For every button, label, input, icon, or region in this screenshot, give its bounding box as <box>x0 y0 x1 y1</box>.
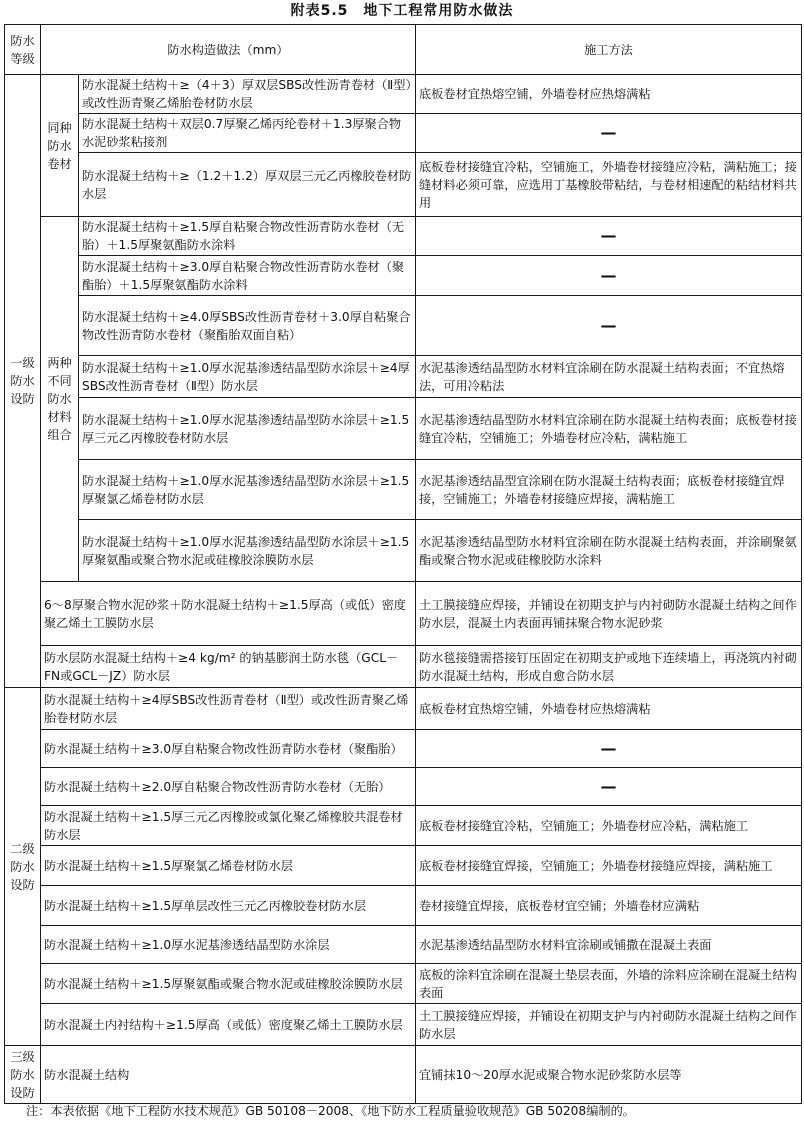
method-cell: 土工膜接缝应焊接，并铺设在初期支护与内衬砌防水混凝土结构之间作防水层，混凝土内表面再铺抹聚合物水泥砂浆 <box>416 582 802 646</box>
construction-cell: 防水混凝土结构＋≥（4＋3）厚双层SBS改性沥青卷材（Ⅱ型）或改性沥青聚乙烯胎卷材防水层 <box>79 75 416 114</box>
construction-cell: 防水混凝土结构＋≥3.0厚自粘聚合物改性沥青防水卷材（聚酯胎） <box>41 730 416 768</box>
construction-cell: 防水混凝土结构＋≥1.0厚水泥基渗透结晶型防水涂层 <box>41 926 416 964</box>
construction-cell: 防水混凝土内衬结构＋≥1.5厚高（或低）密度聚乙烯土工膜防水层 <box>41 1004 416 1046</box>
method-cell: 底板的涂料宜涂刷在混凝土垫层表面，外墙的涂料应涂刷在混凝土结构表面 <box>416 964 802 1004</box>
method-cell: 宜铺抹10～20厚水泥或聚合物水泥砂浆防水层等 <box>416 1046 802 1104</box>
construction-cell: 防水混凝土结构＋≥1.0厚水泥基渗透结晶型防水涂层＋≥1.5厚三元乙丙橡胶卷材防水层 <box>79 398 416 460</box>
construction-cell: 防水混凝土结构＋≥1.5厚三元乙丙橡胶或氯化聚乙烯橡胶共混卷材防水层 <box>41 806 416 846</box>
construction-cell: 防水混凝土结构＋≥1.0厚水泥基渗透结晶型防水涂层＋≥1.5厚聚氯乙烯卷材防水层 <box>79 460 416 520</box>
construction-cell: 防水混凝土结构＋≥1.5厚自粘聚合物改性沥青防水卷材（无胎）＋1.5厚聚氨酯防水涂料 <box>79 217 416 256</box>
method-cell: 底板卷材宜热熔空铺，外墙卷材应热熔满粘 <box>416 688 802 730</box>
table-row <box>5 846 802 886</box>
method-cell: — <box>416 296 802 356</box>
construction-cell: 防水混凝土结构＋≥2.0厚自粘聚合物改性沥青防水卷材（无胎） <box>41 768 416 806</box>
header-method: 施工方法 <box>416 25 802 75</box>
construction-cell: 防水混凝土结构＋≥1.0厚水泥基渗透结晶型防水涂层＋≥4厚SBS改性沥青卷材（Ⅱ型）防水层 <box>79 356 416 398</box>
method-cell: 卷材接缝宜焊接，底板卷材宜空铺；外墙卷材应满粘 <box>416 886 802 926</box>
table-row <box>5 926 802 964</box>
table-row <box>5 398 802 460</box>
table-row <box>5 114 802 153</box>
table-row <box>5 886 802 926</box>
table-row <box>5 153 802 217</box>
table-title: 附表5.5 地下工程常用防水做法 <box>290 3 514 19</box>
table-row <box>5 730 802 768</box>
method-cell: 底板卷材接缝宜焊接，空铺施工；外墙卷材接缝应焊接，满粘施工 <box>416 846 802 886</box>
method-cell: — <box>416 217 802 256</box>
construction-cell: 防水混凝土结构＋≥4.0厚SBS改性沥青卷材＋3.0厚自粘聚合物改性沥青防水卷材（聚酯胎双面自粘） <box>79 296 416 356</box>
method-cell: — <box>416 730 802 768</box>
group-same-membrane: 同种防水卷材 <box>41 75 79 217</box>
table-row <box>5 688 802 730</box>
method-cell: 水泥基渗透结晶型防水材料宜涂刷在防水混凝土结构表面，并涂刷聚氨酯或聚合物水泥或硅橡胶防水涂料 <box>416 520 802 582</box>
table-header-row <box>5 25 802 75</box>
construction-cell: 防水混凝土结构＋≥4厚SBS改性沥青卷材（Ⅱ型）或改性沥青聚乙烯胎卷材防水层 <box>41 688 416 730</box>
table-row <box>5 217 802 256</box>
grade-level-2: 二级防水设防 <box>5 688 41 1046</box>
method-cell: 水泥基渗透结晶型防水材料宜涂刷在防水混凝土结构表面；底板卷材接缝宜冷粘，空铺施工；外墙卷材应冷粘，满粘施工 <box>416 398 802 460</box>
header-grade: 防水等级 <box>5 25 41 75</box>
construction-cell: 防水混凝土结构 <box>41 1046 416 1104</box>
construction-cell: 防水混凝土结构＋≥1.0厚水泥基渗透结晶型防水涂层＋≥1.5厚聚氨酯或聚合物水泥或硅橡胶涂膜防水层 <box>79 520 416 582</box>
grade-level-1: 一级防水设防 <box>5 75 41 688</box>
method-cell: — <box>416 114 802 153</box>
table-row <box>5 256 802 296</box>
method-cell: 水泥基渗透结晶型宜涂刷在防水混凝土结构表面；底板卷材接缝宜焊接，空铺施工；外墙卷材接缝应焊接，满粘施工 <box>416 460 802 520</box>
construction-cell: 防水混凝土结构＋≥3.0厚自粘聚合物改性沥青防水卷材（聚酯胎）＋1.5厚聚氨酯防水涂料 <box>79 256 416 296</box>
method-cell: 水泥基渗透结晶型防水材料宜涂刷在防水混凝土结构表面；不宜热熔法，可用冷粘法 <box>416 356 802 398</box>
table-row <box>5 768 802 806</box>
header-construction: 防水构造做法（mm） <box>41 25 416 75</box>
table-row <box>5 356 802 398</box>
table-row <box>5 1004 802 1046</box>
method-cell: 土工膜接缝应焊接，并铺设在初期支护与内衬砌防水混凝土结构之间作防水层 <box>416 1004 802 1046</box>
table-row <box>5 520 802 582</box>
construction-cell: 防水混凝土结构＋≥1.5厚聚氯乙烯卷材防水层 <box>41 846 416 886</box>
method-cell: 防水毯接缝需搭接钉压固定在初期支护或地下连续墙上，再浇筑内衬砌防水混凝土结构，形成自愈合防水层 <box>416 646 802 688</box>
grade-level-3: 三级防水设防 <box>5 1046 41 1104</box>
construction-cell: 防水混凝土结构＋≥（1.2＋1.2）厚双层三元乙丙橡胶卷材防水层 <box>79 153 416 217</box>
method-cell: 底板卷材接缝宜冷粘，空铺施工，外墙卷材接缝应冷粘，满粘施工；接缝材料必须可靠，应选用丁基橡胶带粘结，与卷材相速配的粘结材料共用 <box>416 153 802 217</box>
table-footnote: 注：本表依据《地下工程防水技术规范》GB 50108－2008、《地下防水工程质量验收规范》GB 50208编制的。 <box>26 1104 635 1118</box>
method-cell: 水泥基渗透结晶型防水材料宜涂刷或铺撒在混凝土表面 <box>416 926 802 964</box>
table-row <box>5 964 802 1004</box>
table-row <box>5 646 802 688</box>
table-row <box>5 1046 802 1104</box>
construction-cell: 防水混凝土结构＋≥1.5厚聚氨酯或聚合物水泥或硅橡胶涂膜防水层 <box>41 964 416 1004</box>
construction-cell: 6～8厚聚合物水泥砂浆＋防水混凝土结构＋≥1.5厚高（或低）密度聚乙烯土工膜防水层 <box>41 582 416 646</box>
construction-cell: 防水混凝土结构＋双层0.7厚聚乙烯丙纶卷材＋1.3厚聚合物水泥砂浆粘接剂 <box>79 114 416 153</box>
construction-cell: 防水混凝土结构＋≥1.5厚单层改性三元乙丙橡胶卷材防水层 <box>41 886 416 926</box>
construction-cell: 防水层防水混凝土结构＋≥4 kg/m² 的钠基膨润土防水毯（GCL－FN或GCL－JZ）防水层 <box>41 646 416 688</box>
table-row <box>5 460 802 520</box>
method-cell: — <box>416 256 802 296</box>
method-cell: — <box>416 768 802 806</box>
group-two-materials: 两种不同防水材料组合 <box>41 217 79 582</box>
method-cell: 底板卷材宜热熔空铺，外墙卷材应热熔满粘 <box>416 75 802 114</box>
table-row <box>5 806 802 846</box>
table-row <box>5 296 802 356</box>
method-cell: 底板卷材接缝宜冷粘，空铺施工；外墙卷材应冷粘，满粘施工 <box>416 806 802 846</box>
table-row <box>5 582 802 646</box>
waterproofing-table <box>4 24 802 1104</box>
table-row <box>5 75 802 114</box>
